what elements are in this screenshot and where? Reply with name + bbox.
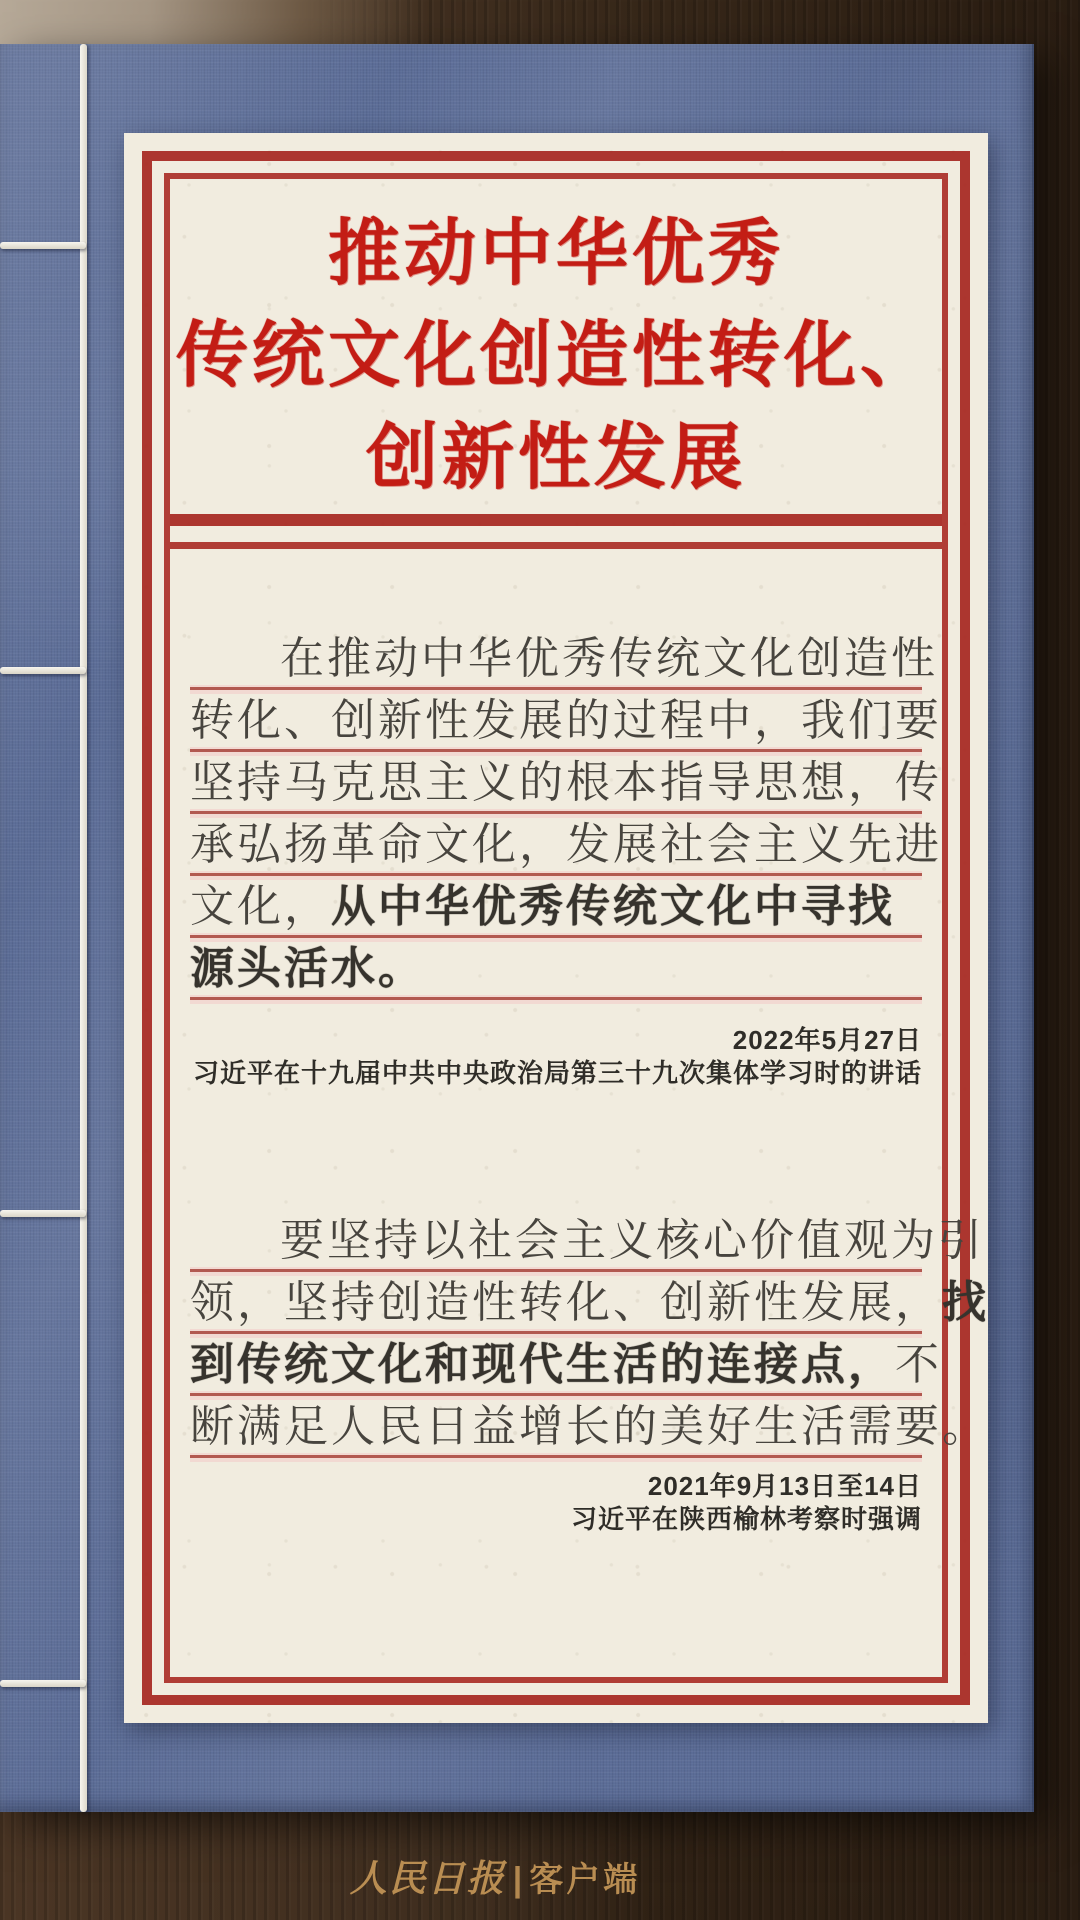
ruled-underline	[190, 933, 922, 942]
quote-source-1: 习近平在十九届中共中央政治局第三十九次集体学习时的讲话	[192, 1058, 922, 1088]
ruled-underline	[190, 995, 922, 1004]
quote-text: 承弘扬革命文化，发展社会主义先进	[190, 820, 942, 869]
title-line-1: 推动中华优秀	[327, 214, 784, 294]
quote-text: 断满足人民日益增长的美好生活需要。	[190, 1402, 989, 1451]
poster-title	[170, 203, 942, 509]
quote-source-2: 习近平在陕西榆林考察时强调	[570, 1504, 922, 1534]
quote-paragraph-2	[190, 1214, 989, 1462]
ruled-underline	[190, 1329, 922, 1338]
quote-text-line	[190, 1276, 989, 1338]
title-line-3: 创新性发展	[365, 418, 746, 498]
quote-paragraph-1	[190, 632, 942, 1004]
quote-text: 转化、创新性发展的过程中，我们要	[190, 696, 942, 745]
quote-card	[124, 133, 988, 1723]
card-content	[170, 179, 989, 1677]
quote-text: 领，坚持创造性转化、创新性发展，找	[190, 1278, 989, 1327]
quote-attribution-1	[190, 1024, 922, 1090]
logo-people-daily: 人民日报	[349, 1859, 506, 1900]
binding-stitch-1	[0, 242, 86, 249]
quote-text-line	[190, 1214, 985, 1276]
quote-text-line	[190, 694, 942, 756]
quote-text: 到传统文化和现代生活的连接点，不	[190, 1340, 942, 1389]
ruled-underline	[190, 809, 922, 818]
ruled-underline	[190, 1267, 922, 1276]
quote-text: 坚持马克思主义的根本指导思想，传	[190, 758, 942, 807]
quote-attribution-2	[190, 1470, 922, 1536]
quote-text-line	[190, 1400, 989, 1462]
quote-date-2: 2021年9月13日至14日	[647, 1471, 922, 1501]
ruled-underline	[190, 685, 922, 694]
title-divider-thin-rule	[170, 542, 942, 549]
quote-text: 要坚持以社会主义核心价值观为引	[280, 1216, 985, 1265]
logo-divider: |	[512, 1861, 523, 1899]
quote-date-1: 2022年5月27日	[732, 1025, 922, 1055]
ruled-underline	[190, 1453, 922, 1462]
title-divider	[170, 514, 942, 549]
binding-stitch-2	[0, 667, 86, 674]
title-line-2: 传统文化创造性转化、	[175, 316, 936, 396]
ruled-underline	[190, 747, 922, 756]
binding-stitch-3	[0, 1210, 86, 1217]
quote-text: 源头活水。	[190, 944, 425, 993]
quote-text: 文化，从中华优秀传统文化中寻找	[190, 882, 895, 931]
quote-text-line	[190, 818, 942, 880]
ruled-underline	[190, 1391, 922, 1400]
footer-logo	[0, 1848, 990, 1902]
quote-text-line	[190, 880, 922, 942]
binding-thread-vertical	[80, 44, 87, 1812]
quote-text-line	[190, 632, 938, 694]
wood-table-light-patch	[0, 0, 430, 46]
title-divider-thick-rule	[170, 514, 942, 526]
binding-stitch-4	[0, 1680, 86, 1687]
quote-text-line	[190, 1338, 942, 1400]
logo-client-label: 客户端	[529, 1861, 641, 1899]
quote-text-line	[190, 756, 942, 818]
ruled-underline	[190, 871, 922, 880]
quote-text: 在推动中华优秀传统文化创造性	[280, 634, 938, 683]
quote-text-line	[190, 942, 922, 1004]
